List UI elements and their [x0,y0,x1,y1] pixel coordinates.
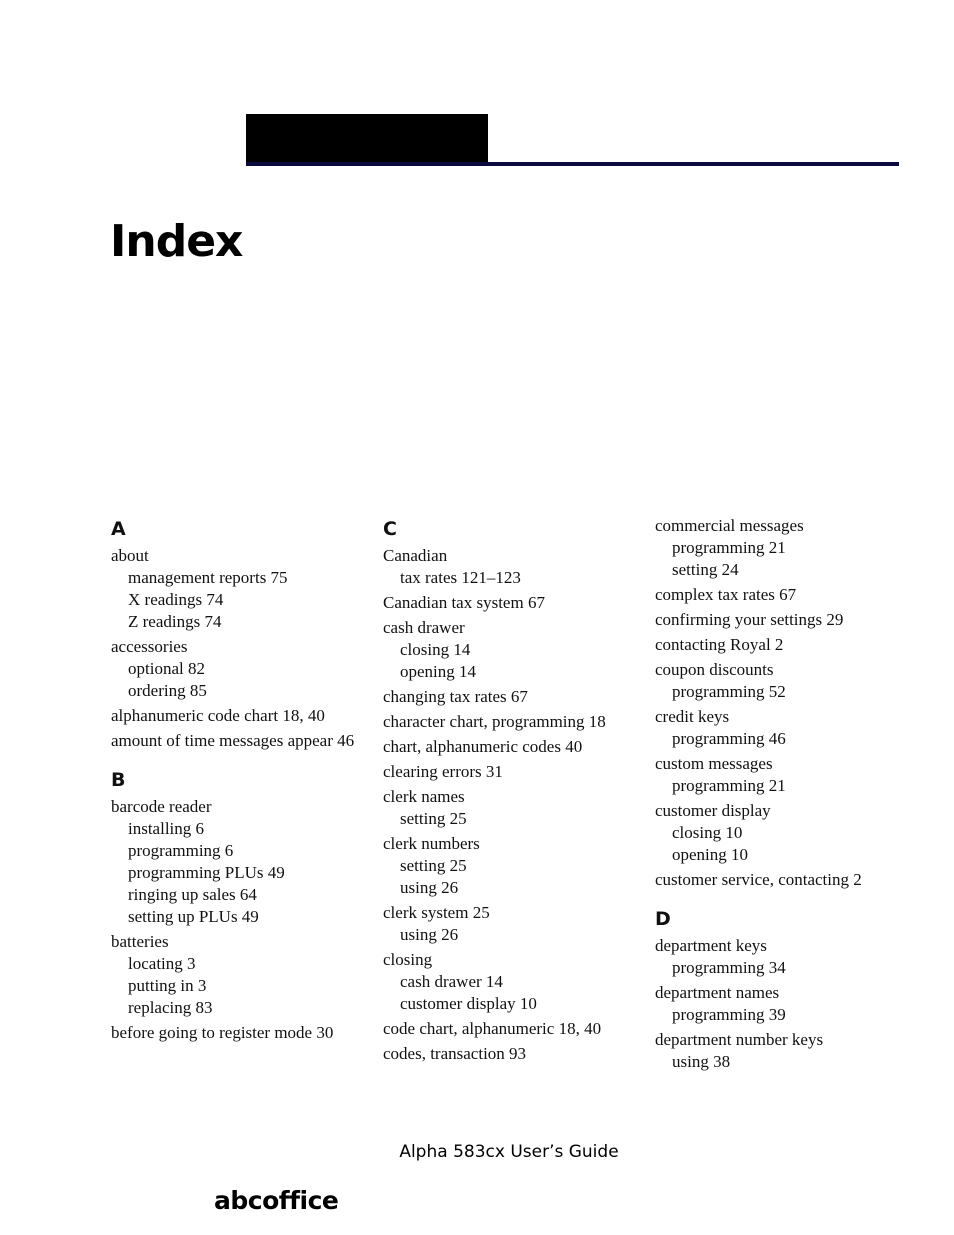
page-title: Index [110,216,243,267]
index-subentry: programming 21 [672,776,786,795]
index-entry [383,902,638,946]
index-entry [383,1018,638,1040]
index-term: department keys [655,936,767,955]
index-entry [655,982,895,1026]
index-term: credit keys [655,707,730,726]
index-entry [111,1022,361,1044]
index-subentry: programming 52 [672,682,786,701]
index-entry [383,786,638,830]
page-footer: Alpha 583cx User’s Guide [399,1142,619,1162]
index-subentry: tax rates 121–123 [400,568,521,587]
index-term: Canadian [383,546,448,565]
index-subentry: using 26 [400,878,459,897]
index-subentry: using 26 [400,925,459,944]
index-term: codes, transaction 93 [383,1044,527,1063]
index-term: complex tax rates 67 [655,585,797,604]
index-subentry: programming 34 [672,958,786,977]
index-subentry: putting in 3 [128,976,207,995]
index-subentry: customer display 10 [400,994,537,1013]
index-entry [655,935,895,979]
chapter-tab-block [246,114,488,165]
index-subentry: ringing up sales 64 [128,885,257,904]
index-subentry: closing 14 [400,640,471,659]
index-subentry: programming PLUs 49 [128,863,285,882]
index-term: department number keys [655,1030,824,1049]
index-entry [383,736,638,758]
index-term: customer display [655,801,771,820]
index-entry [111,636,361,702]
index-subentry: programming 21 [672,538,786,557]
index-entry [111,730,361,752]
index-column-1 [111,515,361,1047]
index-subentry: opening 10 [672,845,749,864]
index-term: accessories [111,637,188,656]
index-entry [655,706,895,750]
index-subentry: programming 46 [672,729,786,748]
index-entry [655,659,895,703]
index-subentry: setting up PLUs 49 [128,907,259,926]
index-subentry: setting 24 [672,560,739,579]
index-term: batteries [111,932,169,951]
index-entry [383,545,638,589]
section-letter: D [655,908,671,930]
index-term: about [111,546,149,565]
index-subentry: programming 39 [672,1005,786,1024]
index-term: contacting Royal 2 [655,635,784,654]
index-entry [383,949,638,1015]
index-subentry: Z readings 74 [128,612,222,631]
index-term: commercial messages [655,516,804,535]
index-entry [111,796,361,928]
index-entry [383,833,638,899]
index-term: coupon discounts [655,660,774,679]
index-subentry: replacing 83 [128,998,213,1017]
index-term: chart, alphanumeric codes 40 [383,737,583,756]
index-term: code chart, alphanumeric 18, 40 [383,1019,602,1038]
index-term: before going to register mode 30 [111,1023,334,1042]
index-entry [111,931,361,1019]
section-letter: B [111,769,126,791]
index-entry [655,800,895,866]
index-term: closing [383,950,433,969]
index-term: clerk names [383,787,465,806]
index-subentry: optional 82 [128,659,205,678]
index-subentry: opening 14 [400,662,477,681]
index-column-3 [655,515,895,1076]
index-entry [655,584,895,606]
index-entry [383,761,638,783]
index-entry [383,1043,638,1065]
section-letter: A [111,518,126,540]
index-subentry: X readings 74 [128,590,224,609]
index-term: department names [655,983,780,1002]
index-term: changing tax rates 67 [383,687,528,706]
index-entry [111,705,361,727]
index-entry [655,609,895,631]
index-term: cash drawer [383,618,465,637]
index-subentry: cash drawer 14 [400,972,503,991]
index-entry [383,592,638,614]
index-entry [111,545,361,633]
index-entry [383,617,638,683]
index-subentry: management reports 75 [128,568,288,587]
index-subentry: setting 25 [400,809,467,828]
index-subentry: using 38 [672,1052,731,1071]
section-letter: C [383,518,397,540]
index-term: barcode reader [111,797,212,816]
index-entry [383,686,638,708]
index-entry [383,711,638,733]
index-subentry: locating 3 [128,954,196,973]
index-entry [655,753,895,797]
index-term: clearing errors 31 [383,762,503,781]
index-entry [655,515,895,581]
index-term: alphanumeric code chart 18, 40 [111,706,325,725]
brand-logo: abcoffice [214,1186,339,1215]
index-term: clerk numbers [383,834,480,853]
index-term: custom messages [655,754,773,773]
header-rule [246,162,899,166]
index-entry [655,869,895,891]
index-column-2 [383,515,638,1068]
index-term: clerk system 25 [383,903,490,922]
index-term: customer service, contacting 2 [655,870,862,889]
index-subentry: ordering 85 [128,681,207,700]
index-term: amount of time messages appear 46 [111,731,355,750]
index-entry [655,1029,895,1073]
index-subentry: closing 10 [672,823,743,842]
index-subentry: setting 25 [400,856,467,875]
index-entry [655,634,895,656]
index-term: confirming your settings 29 [655,610,844,629]
index-term: character chart, programming 18 [383,712,606,731]
index-term: Canadian tax system 67 [383,593,545,612]
index-subentry: installing 6 [128,819,205,838]
index-subentry: programming 6 [128,841,234,860]
